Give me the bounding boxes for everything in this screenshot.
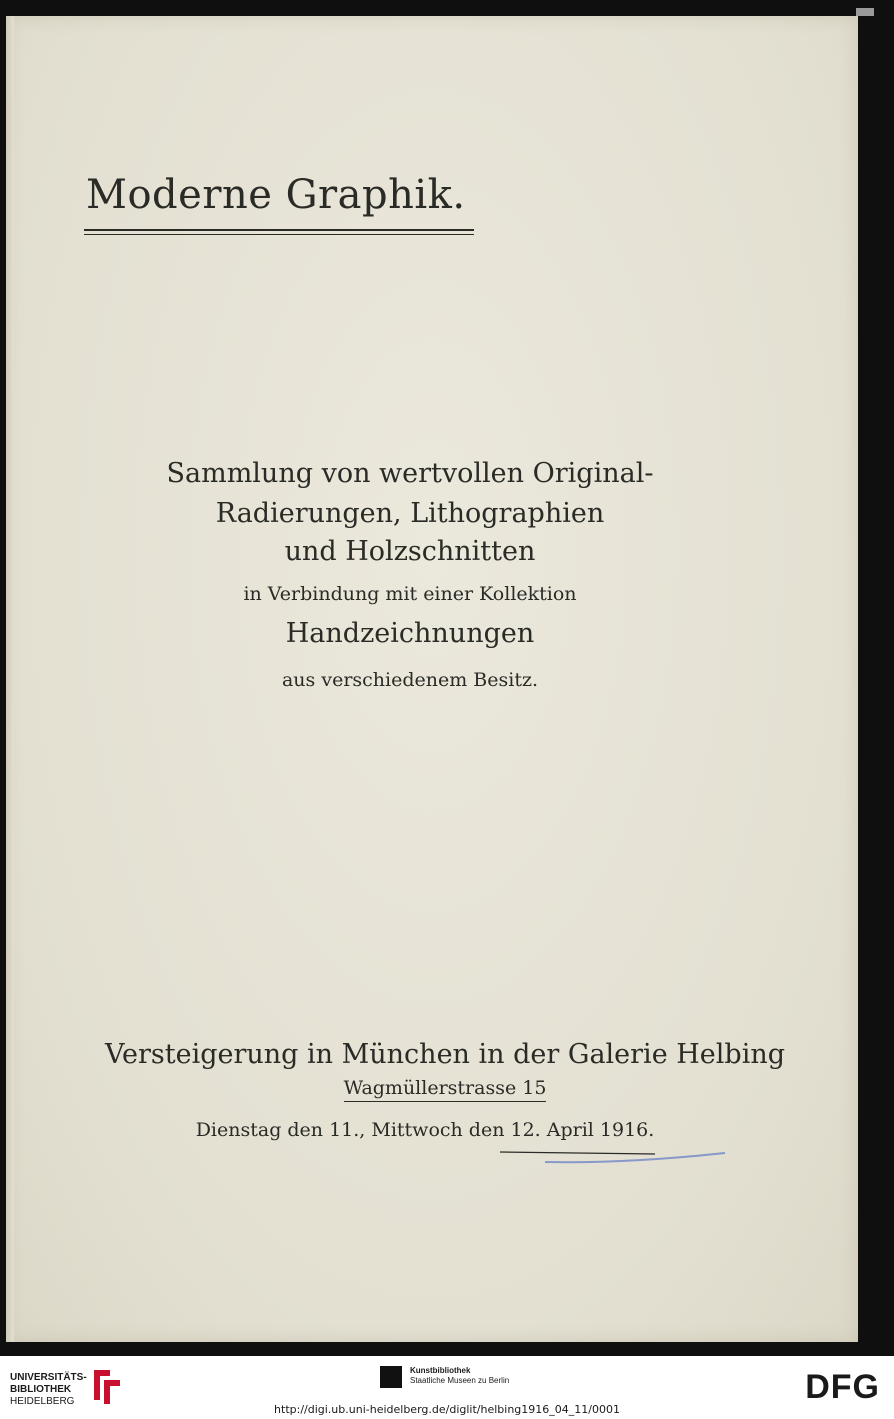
collection-line-1: Sammlung von wertvollen Original- (166, 458, 654, 489)
auction-dates: Dienstag den 11., Mittwoch den 12. April 1916. (195, 1119, 655, 1141)
document-title: Moderne Graphik. (86, 172, 466, 218)
library-line-3: HEIDELBERG (10, 1396, 75, 1407)
scan-corner-mark (856, 8, 874, 16)
page-edge (6, 16, 14, 1342)
library-line-2: BIBLIOTHEK (10, 1384, 72, 1395)
library-logo-icon (90, 1366, 126, 1406)
collection-line-2: Radierungen, Lithographien (215, 498, 605, 529)
scan-border (858, 0, 894, 1356)
title-underline-thin (84, 234, 474, 235)
pencil-underline (500, 1148, 730, 1168)
kunstbibliothek-name: Kunstbibliothek (410, 1366, 471, 1375)
dfg-logo: DFG (805, 1368, 880, 1406)
collection-line-6: aus verschiedenem Besitz. (281, 669, 539, 691)
kunstbibliothek-sub: Staatliche Museen zu Berlin (410, 1376, 510, 1385)
title-underline (84, 229, 474, 231)
auction-address: Wagmüllerstrasse 15 (344, 1077, 547, 1102)
library-line-1: UNIVERSITÄTS- (10, 1372, 87, 1383)
collection-line-4: in Verbindung mit einer Kollektion (243, 583, 577, 605)
collection-line-5: Handzeichnungen (285, 618, 535, 649)
kunstbibliothek-logo-text (410, 1366, 509, 1386)
kunstbibliothek-logo-icon (380, 1366, 402, 1388)
collection-line-3: und Holzschnitten (284, 536, 536, 567)
auction-venue: Versteigerung in München in der Galerie Helbing (104, 1039, 786, 1070)
source-url[interactable]: http://digi.ub.uni-heidelberg.de/diglit/helbing1916_04_11/0001 (274, 1403, 620, 1416)
auction-address-wrap (60, 1077, 830, 1099)
